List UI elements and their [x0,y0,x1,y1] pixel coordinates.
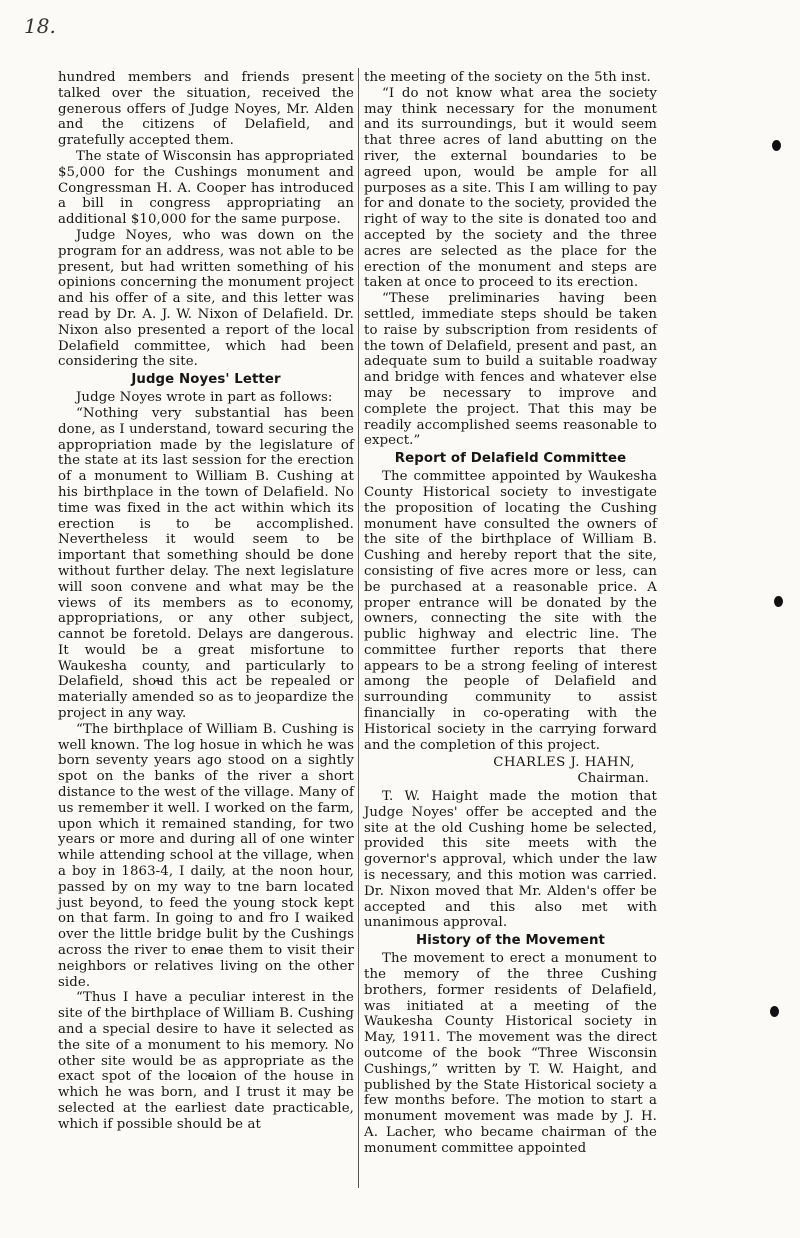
paragraph: T. W. Haight made the motion that Judge Noyes' offer be accepted and the site at the old Cushing home be selected, provided this site meets with the governor's approval, which under the law is necessary, and this motion was carried. Dr. Nixon moved that Mr. Alden's offer be accepted and this also met with unanimous approval. [364,789,657,931]
punch-hole-mark [770,1006,779,1017]
paragraph: The state of Wisconsin has appropriated $5,000 for the Cushings monument and Congressman H. A. Cooper has introduced a bill in congress appropriating an additional $10,000 for the same purpose. [58,148,354,228]
paragraph: The committee appointed by Waukesha County Historical society to investigate the proposition of locating the Cushing monument have consulted the owners of the site of the birthplace of William B. Cushing and hereby report that the site, consisting of five acres more or less, can be purchased at a reasonable price. A proper entrance will be donated by the owners, connecting the site with the public highway and electric line. The committee further reports that there appears to be a strong feeling of interest among the people of Delafield and surrounding community to assist financially in co-operating with the Historical society in the carrying forward and the completion of this project. [364,469,657,753]
page-number: 18. [24,14,56,38]
paragraph: “The birthplace of William B. Cushing is well known. The log hosue in which he was born seventy years ago stood on a sightly spot on the banks of the river a short distance to the west of the village. Many of us remember it well. I worked on the farm, upon which it remained standing, for two years or more and during all of one winter while attending school at the village, when a boy in 1863-4, I daily, at the noon hour, passed by on my way to tne barn located just beyond, to feed the young stock kept on that farm. In going to and fro I waiked over the little bridge bulit by the Cushings across the river to ena̴e them to visit their neighbors or relatives living on the other side. [58,721,354,990]
paragraph: The movement to erect a monument to the memory of the three Cushing brothers, former residents of Delafield, was initiated at a meeting of the Waukesha County Historical society in May, 1911. The movement was the direct outcome of the book “Three Wisconsin Cushings,” written by T. W. Haight, and published by the State Historical society a few months before. The motion to start a monument movement was made by J. H. A. Lacher, who became chairman of the monument committee appointed [364,951,657,1156]
paragraph: “Thus I have a peculiar interest in the site of the birthplace of William B. Cushing and a special desire to have it selected as the site of a monument to his memory. No other site would be as appropriate as the exact spot of the loca̴ion of the house in which he was born, and I trust it may be selected at the earliest date practicable, which if possible should be at [58,990,354,1132]
right-column [364,70,657,1157]
left-column [58,70,354,1133]
paragraph: Judge Noyes, who was down on the program for an address, was not able to be present, but had written something of his opinions concerning the monument project and his offer of a site, and this letter was read by Dr. A. J. W. Nixon of Delafield. Dr. Nixon also presented a report of the local Delafield committee, which had been considering the site. [58,227,354,370]
column-divider [358,68,359,1188]
signature-name: CHARLES J. HAHN, [493,755,635,771]
punch-hole-mark [774,596,783,607]
paragraph: the meeting of the society on the 5th inst. [364,70,651,85]
paragraph: “Nothing very substantial has been done, as I understand, toward securing the appropriation made by the legislature of the state at its last session for the erection of a monument to William B. Cushing at his birthplace in the town of Delafield. No time was fixed in the act within which its erection is to be accomplished. Nevertheless it would seem to be important that something should be done without further delay. The next legislature will soon convene and what may be the views of its members as to economy, appropriations, or any other subject, cannot be foretold. Delays are dangerous. It would be a great misfortune to Waukesha county, and particularly to Delafield, shou̴d this act be repealed or materially amended so as to jeopardize the project in any way. [58,405,354,722]
punch-hole-mark [772,140,781,151]
section-heading: History of the Movement [415,933,605,949]
paragraph: hundred members and friends present talked over the situation, received the generous offers of Judge Noyes, Mr. Alden and the citizens of Delafield, and gratefully accepted them. [58,70,354,149]
section-heading: Judge Noyes' Letter [131,372,281,388]
paragraph: “I do not know what area the society may think necessary for the monument and its surroundings, but it would seem that three acres of land abutting on the river, the external boundaries to be agreed upon, would be ample for all purposes as a site. This I am willing to pay for and donate to the society, provided the right of way to the site is donated too and accepted by the society and the three acres are selected as the place for the erection of the monument and steps are taken at once to proceed to its erection. [364,85,657,291]
paragraph: Judge Noyes wrote in part as follows: [76,390,333,406]
signature-title: Chairman. [577,771,649,787]
paragraph: “These preliminaries having been settled, immediate steps should be taken to raise by subscription from residents of the town of Delafield, present and past, an adequate sum to build a suitable roadway and bridge with fences and whatever else may be necessary to improve and complete the project. That this may be readily accomplished seems reasonable to expect.” [364,291,657,449]
section-heading: Report of Delafield Committee [394,451,627,467]
